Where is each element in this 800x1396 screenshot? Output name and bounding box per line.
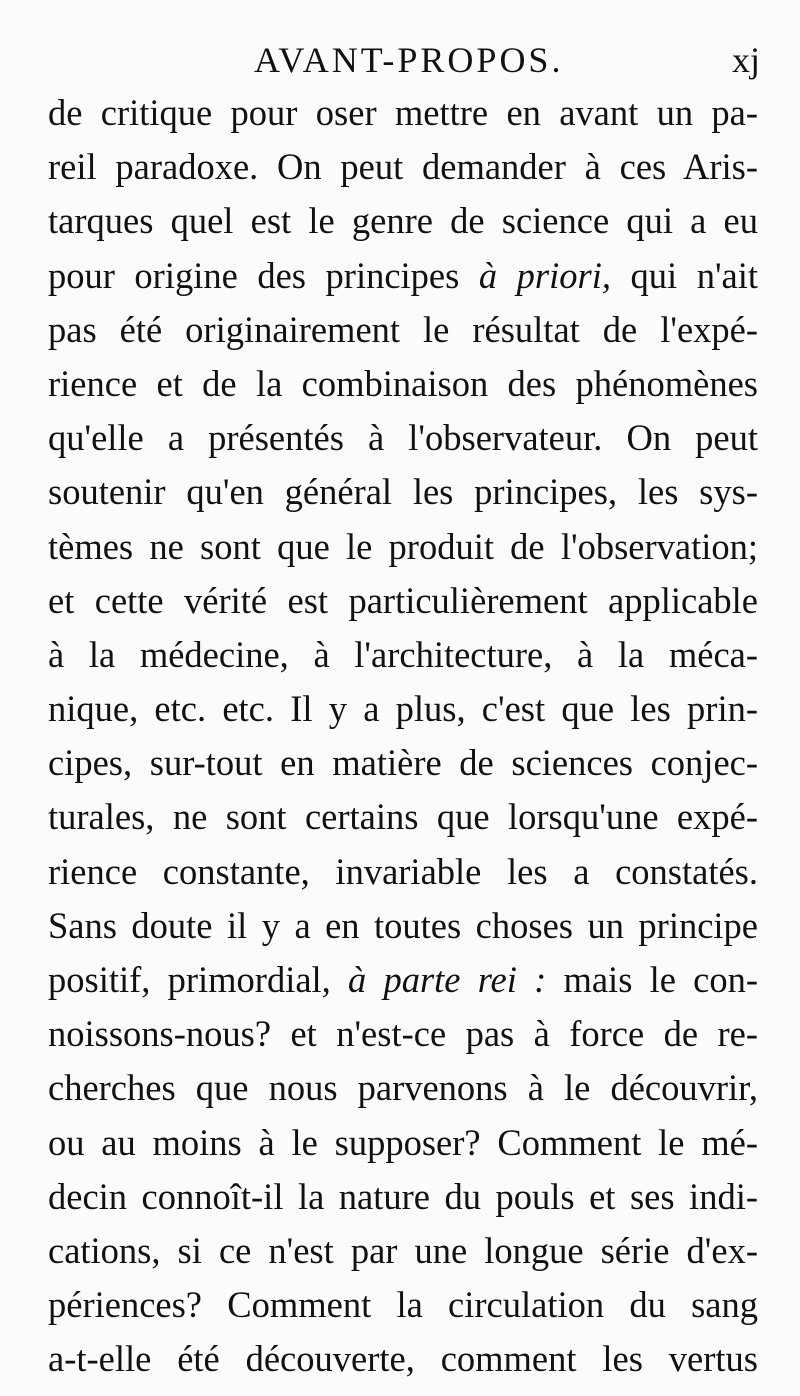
text-line-11: à la médecine, à l'architecture, à la méca- [48, 633, 758, 675]
text-line-2: reil paradoxe. On peut demander à ces Aris- [48, 146, 758, 188]
text-line-9: tèmes ne sont que le produit de l'observation; [48, 525, 758, 567]
italic-phrase: à parte rei : [348, 959, 547, 1000]
text-line-10: et cette vérité est particulièrement applicable [48, 579, 758, 621]
text-line-23: périences? Comment la circulation du sang [48, 1284, 758, 1326]
text-line-6: rience et de la combinaison des phénomènes [48, 362, 758, 404]
text-line-3: tarques quel est le genre de science qui a eu [48, 200, 758, 242]
text-line-17: positif, primordial, à parte rei : mais le con- [48, 959, 758, 1000]
text-line-1: de critique pour oser mettre en avant un pa- [48, 92, 758, 133]
page-number: xj [731, 40, 760, 80]
text-line-22: cations, si ce n'est par une longue série d'ex- [48, 1229, 758, 1271]
text-line-24: a-t-elle été découverte, comment les vertus [48, 1338, 758, 1380]
page-header [48, 30, 760, 90]
text-line-18: noissons-nous? et n'est-ce pas à force de re- [48, 1013, 758, 1055]
text-line-13: cipes, sur-tout en matière de sciences conjec- [48, 742, 758, 784]
text-line-5: pas été originairement le résultat de l'expé- [48, 308, 758, 350]
body-text [48, 86, 758, 1387]
text-line-14: turales, ne sont certains que lorsqu'une expé- [48, 796, 758, 838]
running-head: AVANT-PROPOS. [254, 40, 564, 80]
text-line-21: decin connoît-il la nature du pouls et ses indi- [48, 1175, 758, 1217]
text-line-20: ou au moins à le supposer? Comment le mé- [48, 1121, 758, 1163]
text-line-8: soutenir qu'en général les principes, les sys- [48, 471, 758, 513]
text-line-7: qu'elle a présentés à l'observateur. On peut [48, 417, 758, 459]
text-line-4: pour origine des principes à priori, qui n'ait [48, 254, 758, 296]
text-line-16: Sans doute il y a en toutes choses un principe [48, 904, 758, 946]
text-line-12: nique, etc. etc. Il y a plus, c'est que les prin- [48, 688, 758, 730]
text-line-19: cherches que nous parvenons à le découvrir, [48, 1067, 758, 1109]
italic-phrase: à priori, [478, 254, 611, 296]
text-line-15: rience constante, invariable les a constatés. [48, 850, 758, 892]
